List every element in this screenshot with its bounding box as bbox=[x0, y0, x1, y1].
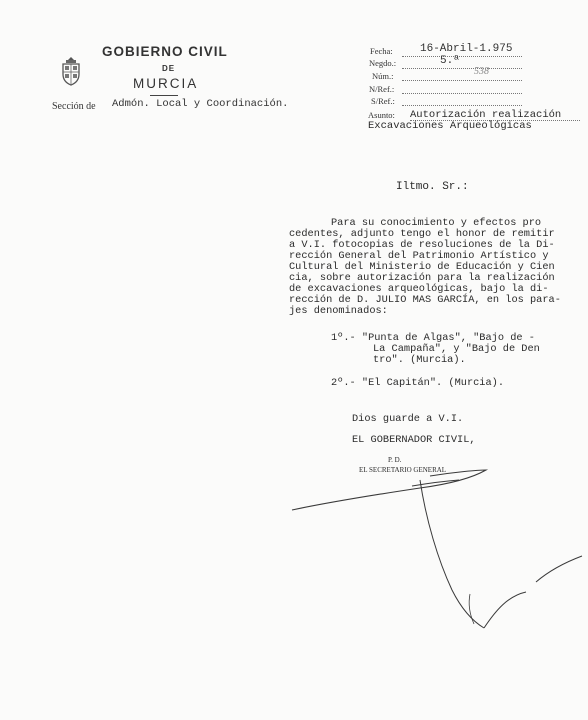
body-line: de excavaciones arqueológicas, bajo la di- bbox=[289, 283, 549, 295]
sref-label: S/Ref.: bbox=[371, 96, 395, 106]
body-line: rección de D. JULIO MAS GARCÍA, en los para- bbox=[289, 294, 561, 306]
salutation: Iltmo. Sr.: bbox=[396, 181, 469, 193]
nref-label: N/Ref.: bbox=[369, 84, 395, 94]
body-line: rección General del Patrimonio Artístico y bbox=[289, 250, 549, 262]
asunto-line-1: Autorización realización bbox=[410, 109, 562, 121]
negdo-value: 5.ª bbox=[440, 55, 460, 67]
list-item-1-line: 1º.- "Punta de Algas", "Bajo de - bbox=[331, 332, 535, 344]
asunto-line-2: Excavaciones Arqueológicas bbox=[368, 120, 532, 132]
list-item-1-line: tro". (Murcia). bbox=[373, 354, 466, 366]
fecha-value: 16-Abril-1.975 bbox=[420, 43, 513, 55]
seccion-value: Admón. Local y Coordinación. bbox=[112, 98, 289, 110]
num-label: Núm.: bbox=[372, 71, 394, 81]
closing: Dios guarde a V.I. bbox=[352, 413, 464, 425]
body-line: a V.I. fotocopias de resoluciones de la Di- bbox=[289, 239, 555, 251]
body-line: cedentes, adjunto tengo el honor de remitir bbox=[289, 228, 555, 240]
letterhead-de: DE bbox=[162, 64, 176, 73]
fecha-label: Fecha: bbox=[370, 46, 393, 56]
list-item-2: 2º.- "El Capitán". (Murcia). bbox=[331, 377, 505, 389]
negdo-label: Negdo.: bbox=[369, 58, 397, 68]
pd-label: P. D. bbox=[388, 456, 402, 464]
body-line: Cultural del Ministerio de Educación y Cien bbox=[289, 261, 555, 273]
body-line: jes denominados: bbox=[289, 305, 388, 317]
secretary-label: EL SECRETARIO GENERAL bbox=[359, 466, 447, 474]
letterhead-title: GOBIERNO CIVIL bbox=[102, 44, 228, 59]
body-line: Para su conocimiento y efectos pro bbox=[331, 217, 542, 229]
list-item-1-line: La Campaña", y "Bajo de Den bbox=[373, 343, 540, 355]
seccion-label: Sección de bbox=[52, 101, 96, 112]
letterhead-province: MURCIA bbox=[133, 76, 199, 91]
signatory: EL GOBERNADOR CIVIL, bbox=[352, 434, 476, 446]
body-line: cia, sobre autorización para la realización bbox=[289, 272, 555, 284]
num-value: 538 bbox=[474, 66, 489, 77]
asunto-label: Asunto: bbox=[368, 110, 395, 120]
